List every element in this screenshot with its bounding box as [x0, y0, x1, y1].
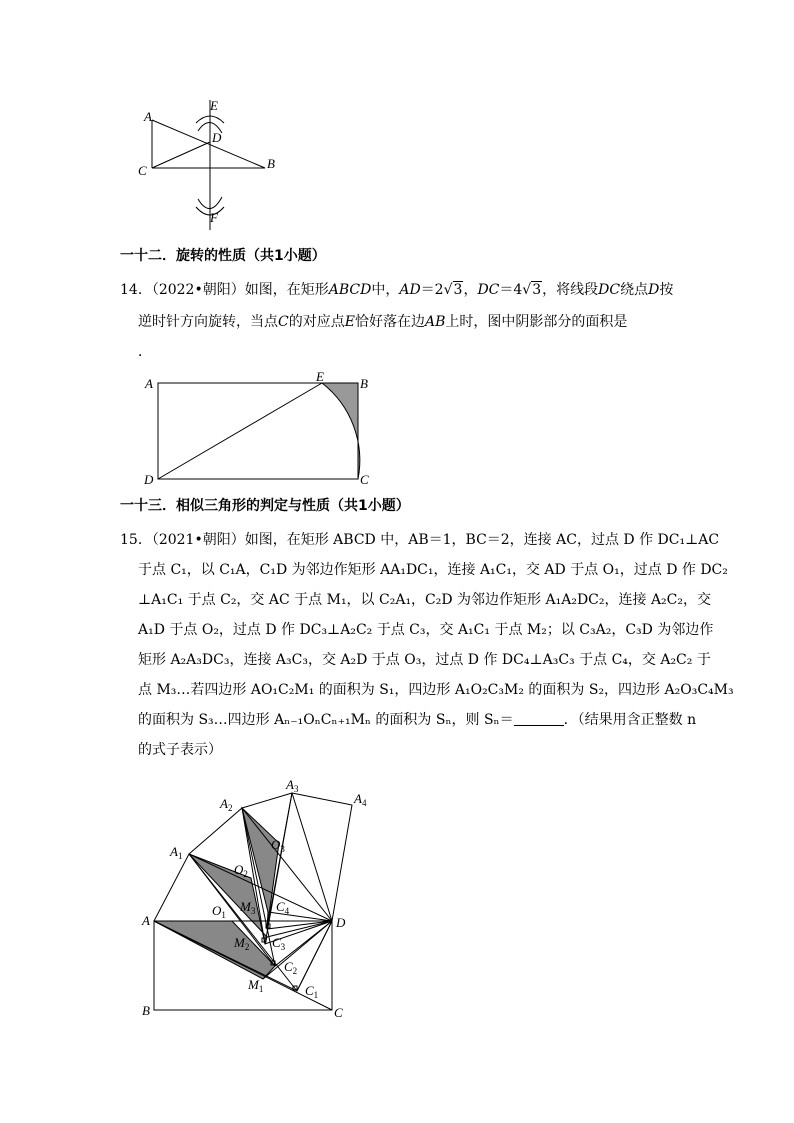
label-a3: $A_3$: [286, 777, 299, 794]
label-o1: $O_1$: [212, 903, 226, 920]
q15-line5: 矩形 A₂A₃DC₃，连接 A₃C₃，交 A₂D 于点 O₃，过点 D 作 DC₄⊥A₃C₃ 于点 C₄，交 A₂C₂ 于: [138, 652, 711, 668]
label-b: B: [267, 156, 275, 171]
q14-text: 按: [659, 282, 674, 298]
q14-dc: DC: [477, 282, 500, 298]
label-a: A: [142, 913, 150, 928]
q15-number: 15．: [120, 532, 152, 548]
q15-line1: [120, 526, 719, 554]
label-m1: $M_1$: [248, 977, 264, 994]
q14-number: 14．: [120, 282, 152, 298]
label-a1: $A_1$: [170, 844, 183, 861]
q14-source: （2022•朝阳）: [151, 282, 245, 298]
shaded-region: [322, 383, 360, 479]
q15-line3: ⊥A₁C₁ 于点 C₂，交 AC 于点 M₁，以 C₂A₁，C₂D 为邻边作矩形 A₁A₂DC₂，连接 A₂C₂，交: [138, 592, 711, 608]
sqrt-symbol: √3: [522, 282, 542, 298]
q15-line6: 点 M₃…若四边形 AO₁C₂M₁ 的面积为 S₁，四边形 A₁O₂C₃M₂ 的面积为 S₂，四边形 A₂O₃C₄M₃: [138, 682, 734, 698]
label-c1: $C_1$: [305, 983, 319, 1000]
q14-line2: [138, 308, 627, 336]
label-f: F: [210, 210, 218, 225]
label-b: B: [360, 376, 368, 391]
sqrt-symbol: √3: [443, 282, 463, 298]
q14-text: 恰好落在边: [354, 314, 425, 330]
q14-ab: AB: [424, 314, 446, 330]
q14-text: 如图，在矩形: [244, 282, 329, 298]
q14-ad: AD: [399, 282, 421, 298]
q14-e: E: [344, 314, 355, 330]
section-13-heading: 一十三．相似三角形的判定与性质（共1小题）: [120, 498, 410, 514]
q14-text: 中，: [371, 282, 400, 298]
label-o3: $O_3$: [271, 837, 285, 854]
q14-rect: ABCD: [328, 282, 372, 298]
label-m2: $M_2$: [234, 935, 250, 952]
q15-line8: 的式子表示）: [138, 742, 222, 758]
q14-ad-sqrt: 3: [453, 282, 463, 298]
q15-text: ．（结果用含正整数 n: [563, 712, 697, 728]
rectangle-abcd: [158, 383, 358, 479]
q15-source: （2021•朝阳）: [151, 532, 245, 548]
q14-text: 逆时针方向旋转，当点: [138, 314, 278, 330]
q14-comma: ，: [463, 282, 478, 298]
q14-pt: D: [648, 282, 660, 298]
label-c: C: [334, 1005, 343, 1020]
q14-diagram: [140, 372, 380, 488]
section-12-heading: 一十二．旋转的性质（共1小题）: [120, 248, 326, 264]
segment-cd: [152, 142, 210, 168]
q15-diagram: [130, 775, 390, 1025]
q14-line3: ．: [138, 344, 152, 360]
q14-text: 的对应点: [288, 314, 345, 330]
q14-eq: ＝2: [420, 282, 444, 298]
label-a: A: [145, 376, 153, 391]
q14-seg: DC: [598, 282, 621, 298]
label-a2: $A_2$: [220, 796, 233, 813]
label-a: A: [144, 109, 152, 124]
label-m3: $M_3$: [240, 899, 256, 916]
q14-text: ，将线段: [542, 282, 599, 298]
label-o2: $O_2$: [234, 862, 248, 879]
q15-text: 的面积为 S₃…四边形 Aₙ₋₁OₙCₙ₊₁Mₙ 的面积为 Sₙ，则 Sₙ＝: [138, 712, 514, 728]
label-e: E: [210, 98, 218, 113]
label-c2: $C_2$: [284, 959, 298, 976]
label-c: C: [138, 163, 147, 178]
answer-blank[interactable]: [514, 711, 564, 726]
label-a4: $A_4$: [354, 791, 367, 808]
q15-text: 如图，在矩形 ABCD 中，AB＝1，BC＝2，连接 AC，过点 D 作 DC₁⊥AC: [244, 532, 720, 548]
label-b: B: [142, 1003, 150, 1018]
q14-text: 上时，图中阴影部分的面积是: [445, 314, 628, 330]
label-d: D: [144, 472, 154, 487]
label-c: C: [360, 472, 369, 487]
label-c4: $C_4$: [276, 899, 290, 916]
label-e: E: [316, 372, 324, 384]
q14-text: 绕点: [620, 282, 649, 298]
q15-line4: A₁D 于点 O₂，过点 D 作 DC₃⊥A₂C₂ 于点 C₃，交 A₁C₁ 于点 M₂；以 C₃A₂，C₃D 为邻边作: [138, 622, 714, 638]
label-d: D: [212, 130, 222, 145]
q15-line2: 于点 C₁，以 C₁A，C₁D 为邻边作矩形 AA₁DC₁，连接 A₁C₁，交 AD 于点 O₁，过点 D 作 DC₂: [138, 562, 728, 578]
label-c3: $C_3$: [272, 935, 286, 952]
label-d: D: [336, 915, 346, 930]
q14-c: C: [278, 314, 289, 330]
q14-line1: [120, 276, 673, 304]
q15-line7: [138, 706, 696, 734]
q14-dc-sqrt: 3: [532, 282, 542, 298]
fig13-diagram: [130, 95, 290, 235]
q14-eq2: ＝4: [499, 282, 523, 298]
segment-de: [158, 383, 322, 479]
